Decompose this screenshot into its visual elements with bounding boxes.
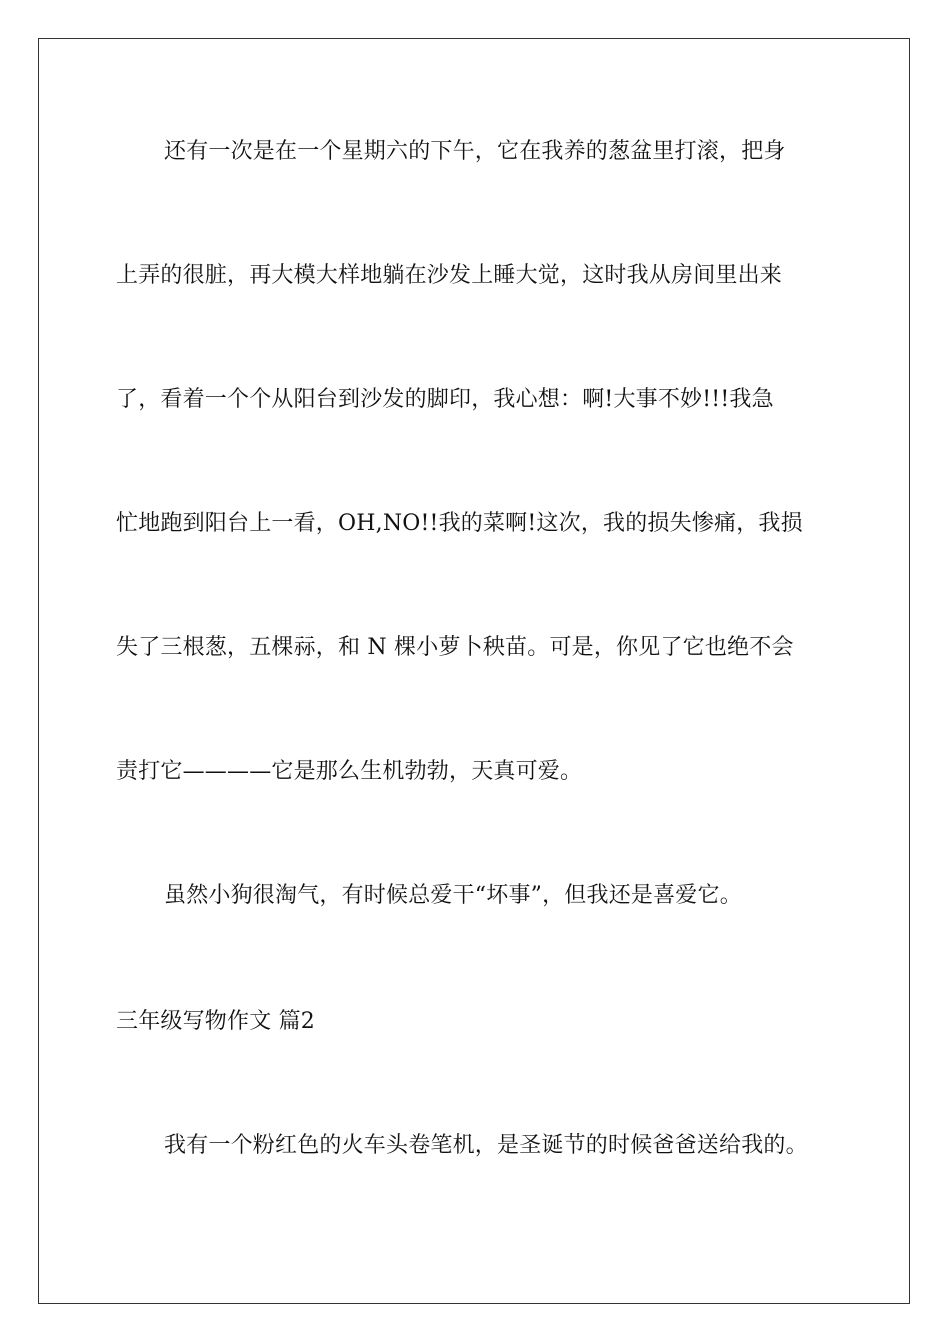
paragraph-1-line-1: 还有一次是在一个星期六的下午，它在我养的葱盆里打滚，把身 [164,139,786,164]
section-heading: 三年级写物作文 篇2 [116,1009,315,1034]
paragraph-1-line-3: 了，看着一个个从阳台到沙发的脚印，我心想：啊!大事不妙!!!我急 [116,387,774,412]
paragraph-1-line-6: 责打它————它是那么生机勃勃，天真可爱。 [116,759,583,784]
page-border [38,38,910,1304]
paragraph-3: 我有一个粉红色的火车头卷笔机，是圣诞节的时候爸爸送给我的。 [164,1133,808,1158]
paragraph-2: 虽然小狗很淘气，有时候总爱干“坏事”，但我还是喜爱它。 [164,883,742,908]
paragraph-1-line-2: 上弄的很脏，再大模大样地躺在沙发上睡大觉，这时我从房间里出来 [116,263,783,288]
paragraph-1-line-4: 忙地跑到阳台上一看，OH,NO!!我的菜啊!这次，我的损失惨痛，我损 [116,511,803,536]
paragraph-1-line-5: 失了三根葱，五棵祘，和 N 棵小萝卜秧苗。可是，你见了它也绝不会 [116,635,794,660]
